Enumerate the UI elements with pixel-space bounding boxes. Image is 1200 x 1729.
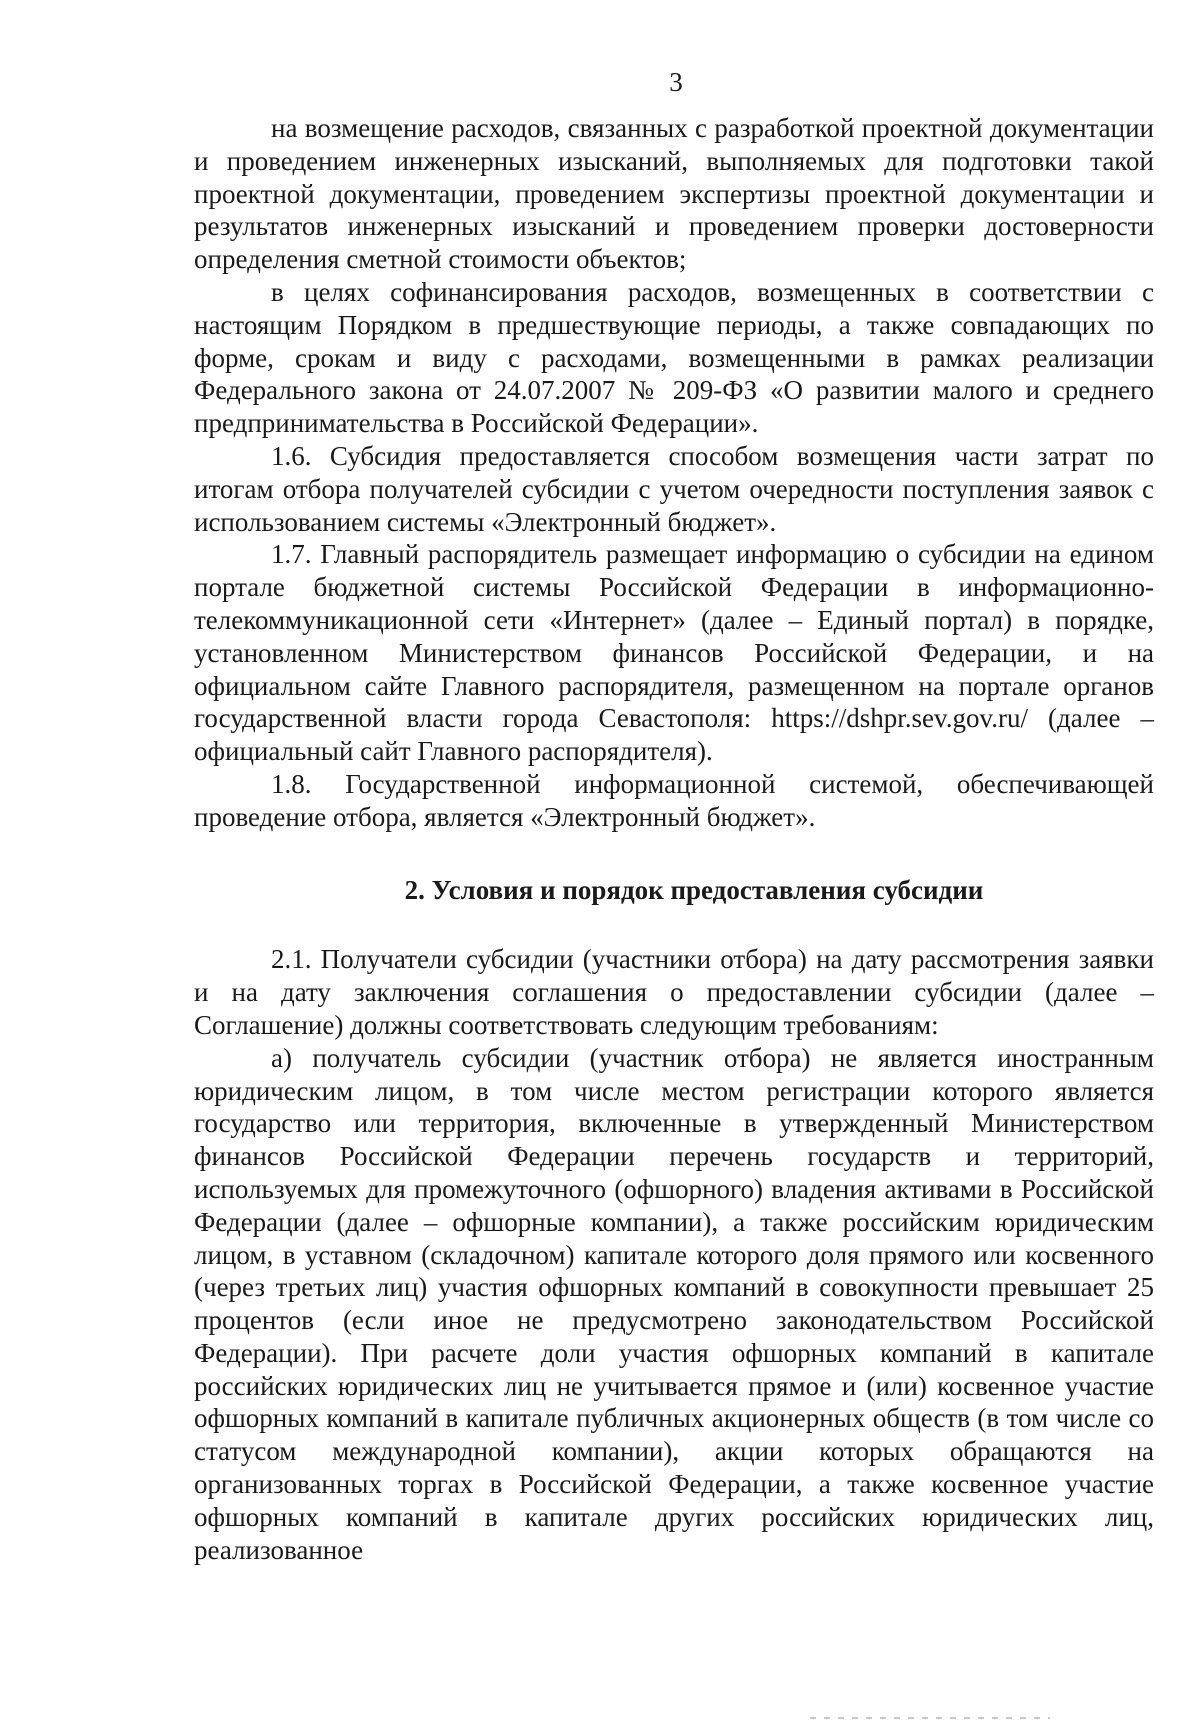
paragraph-1-6: 1.6. Субсидия предоставляется способом возмещения части затрат по итогам отбора получателей субсидии с учетом очередности поступления заявок с использованием системы «Электронный бюджет». [194,440,1154,537]
paragraph-cofinancing: в целях софинансирования расходов, возмещенных в соответствии с настоящим Порядком в предшествующие периоды, а также совпадающих по форме, срокам и виду с расходами, возмещенными в рамках реализации Федерального закона от 24.07.2007 № 209-ФЗ «О развитии малого и среднего предпринимательства в Российской Федерации». [194,276,1154,439]
paragraph-2-1: 2.1. Получатели субсидии (участники отбора) на дату рассмотрения заявки и на дату заключения соглашения о предоставлении субсидии (далее – Соглашение) должны соответствовать следующим требованиям: [194,944,1154,1040]
paragraph-2-1-a: а) получатель субсидии (участник отбора) не является иностранным юридическим лицом, в том числе местом регистрации которого является государство или территория, включенные в утвержденный Министерством финансов Российской Федерации перечень государств и территорий, используемых для промежуточного (офшорного) владения активами в Российской Федерации (далее – офшорные компании), а также российским юридическим лицом, в уставном (складочном) капитале которого доля прямого или косвенного (через третьих лиц) участия офшорных компаний в совокупности превышает 25 процентов (если иное не предусмотрено законодательством Российской Федерации). При расчете доли участия офшорных компаний в капитале российских юридических лиц не учитывается прямое и (или) косвенное участие офшорных компаний в капитале публичных акционерных обществ (в том числе со статусом международной компании), акции которых обращаются на организованных торгах в Российской Федерации, а также косвенное участие офшорных компаний в капитале других российских юридических лиц, реализованное [194,1042,1154,1565]
scan-artifact [810,1717,1050,1719]
page-number: 3 [669,67,683,97]
paragraph-1-7: 1.7. Главный распорядитель размещает информацию о субсидии на едином портале бюджетной системы Российской Федерации в информационно-телекоммуникационной сети «Интернет» (далее – Единый портал) в порядке, установленном Министерством финансов Российской Федерации, и на официальном сайте Главного распорядителя, размещенном на портале органов государственной власти города Севастополя: https://dshpr.sev.gov.ru/ (далее – официальный сайт Главного распорядителя). [194,539,1154,767]
paragraph-expenses-design: на возмещение расходов, связанных с разработкой проектной документации и проведением инженерных изысканий, выполняемых для подготовки такой проектной документации, проведением экспертизы проектной документации и результатов инженерных изысканий и проведением проверки достоверности определения сметной стоимости объектов; [194,113,1154,275]
paragraph-1-8: 1.8. Государственной информационной системой, обеспечивающей проведение отбора, является «Электронный бюджет». [194,768,1154,832]
section-heading: 2. Условия и порядок предоставления субсидии [404,874,984,905]
document-body [194,112,1154,1566]
